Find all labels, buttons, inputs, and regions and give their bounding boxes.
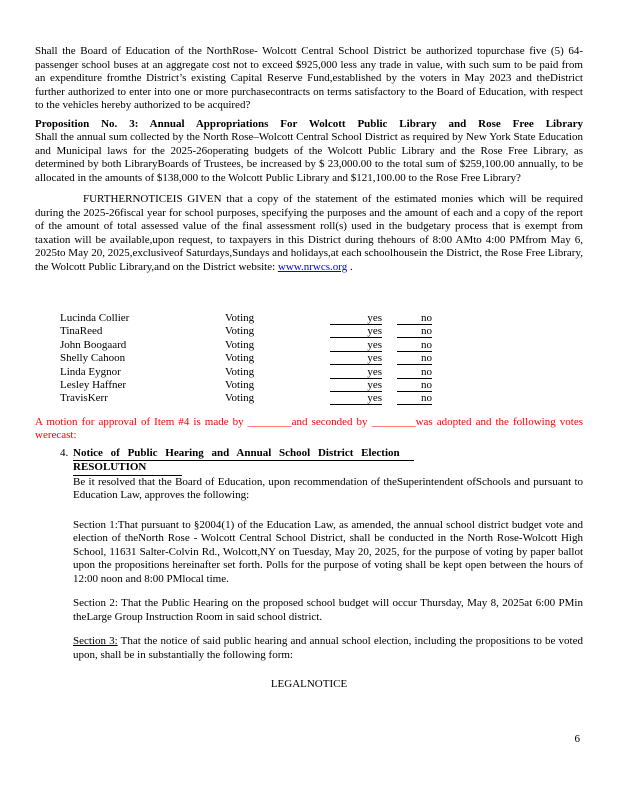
no-blank: no [397, 339, 432, 352]
yes-blank: yes [330, 325, 382, 338]
voting-label: Voting [225, 338, 255, 351]
voting-label: Voting [225, 365, 255, 378]
legal-notice-footer-title: LEGALNOTICE [270, 678, 348, 691]
further-notice-text: FURTHERNOTICEIS GIVEN that a copy of the statement of the estimated monies which will be required during the 2025-26fiscal year for school purposes, specifying the purposes and the amount of each and a copy of the report of the amount of total assessed value of the final assessment roll(s) used in the budgetary process that is exempt from taxation will be available,upon request, to taxpayers in this District during thehours of 8:00 AMto 4:00 PMfrom May 6, 2025to May 20, 2025,exclusiveof Saturdays,Sundays and holidays,at each schoolhousein the District, the Rose Free Library, the Wolcott Public Library,and on the District website: [35, 193, 583, 273]
no-blank: no [397, 312, 432, 325]
table-row [35, 379, 583, 392]
motion-approval-text: A motion for approval of Item #4 is made by ________and seconded by ________was adopted and the following votes werecast: [35, 415, 583, 442]
no-blank: no [397, 379, 432, 392]
document-content [35, 45, 583, 692]
yes-blank: yes [330, 352, 382, 365]
yes-blank: yes [330, 339, 382, 352]
yes-blank: yes [330, 379, 382, 392]
section1-paragraph: Section 1:That pursuant to §2004(1) of the Education Law, as amended, the annual school district budget vote and election of theNorth Rose - Wolcott Central School District, shall be conducted in the North Rose-Wolcott High School, 11631 Salter-Colvin Rd., Wolcott,NY on Tuesday, May 20, 2025, for the purpose of voting by paper ballot upon the propositions hereinafter set forth. Polls for the purpose of voting shall be kept open between the hours of 12:00 noon and 8:00 PMlocal time. [73, 518, 583, 585]
section3-body: That the notice of said public hearing and annual school election, including the propositions to be voted upon, shall be in substantially the following form: [73, 635, 583, 661]
board-member-name: Shelly Cahoon [60, 352, 126, 365]
voting-label: Voting [225, 392, 255, 405]
resolution-body: Be it resolved that the Board of Education, upon recommendation of theSuperintendent ofSchools and pursuant to Education Law, approves the following: [73, 475, 583, 502]
voting-label: Voting [225, 378, 255, 391]
table-row [35, 392, 583, 405]
page-number: 6 [574, 733, 580, 745]
board-member-name: Lucinda Collier [60, 312, 130, 324]
no-blank: no [397, 366, 432, 379]
yes-blank: yes [330, 392, 382, 405]
board-member-name: TinaReed [60, 325, 103, 338]
item4-title: Notice of Public Hearing and Annual School District Election [73, 447, 414, 462]
voting-label: Voting [225, 312, 255, 324]
no-blank: no [397, 392, 432, 405]
voting-label: Voting [225, 352, 255, 365]
district-website-link[interactable]: www.nrwcs.org [277, 260, 348, 273]
table-row [35, 366, 583, 379]
no-blank: no [397, 325, 432, 338]
section3-paragraph [73, 635, 583, 662]
table-row [35, 352, 583, 365]
board-member-name: John Boogaard [60, 338, 127, 351]
further-notice-trailing-period: . [347, 260, 353, 273]
no-blank: no [397, 352, 432, 365]
section2-paragraph: Section 2: That the Public Hearing on the proposed school budget will occur Thursday, May 8, 2025at 6:00 PMin theLarge Group Instruction Room in said school district. [73, 597, 583, 623]
proposition3-body: Shall the annual sum collected by the North Rose–Wolcott Central School District as required by New York State Education and Municipal laws for the 2025-26operating budgets of the Wolcott Public Library and the Rose Free Library, as determined by both LibraryBoards of Trustees, be increased by $ 23,000.00 to the total sum of $259,100.00 annually, to be allocated in the amounts of $138,000 to the Wolcott Public Library and $121,100.00 to the Rose Free Library? [35, 131, 583, 184]
proposition3-heading: Proposition No. 3: Annual Appropriations For Wolcott Public Library and Rose Free Library [35, 117, 583, 130]
item4-body [73, 447, 583, 663]
item4-number: 4. [60, 446, 69, 459]
item4-notice-block [35, 447, 583, 663]
further-notice-paragraph [35, 193, 583, 274]
section3-label: Section 3: [73, 635, 118, 648]
table-row [35, 312, 583, 325]
board-member-name: TravisKerr [60, 392, 108, 405]
yes-blank: yes [330, 312, 382, 325]
voting-label: Voting [225, 325, 255, 338]
voting-table [35, 312, 583, 406]
bus-proposition-paragraph: Shall the Board of Education of the NorthRose- Wolcott Central School District be authorized topurchase five (5) 64-passenger school buses at an aggregate cost not to exceed $925,000 less any trade in value, with such sum to be paid from an expenditure fromthe District’s existing Capital Reserve Fund,established by the voters in May 2023 and theDistrict further authorized to enter into one or more purchasecontracts on terms satisfactory to the Board of Education, with respect to the vehicles hereby authorized to be acquired? [35, 45, 583, 111]
board-member-name: Linda Eygnor [60, 365, 121, 378]
table-row [35, 339, 583, 352]
board-member-name: Lesley Haffner [60, 378, 127, 391]
resolution-heading: RESOLUTION [73, 461, 182, 476]
yes-blank: yes [330, 366, 382, 379]
table-row [35, 325, 583, 338]
